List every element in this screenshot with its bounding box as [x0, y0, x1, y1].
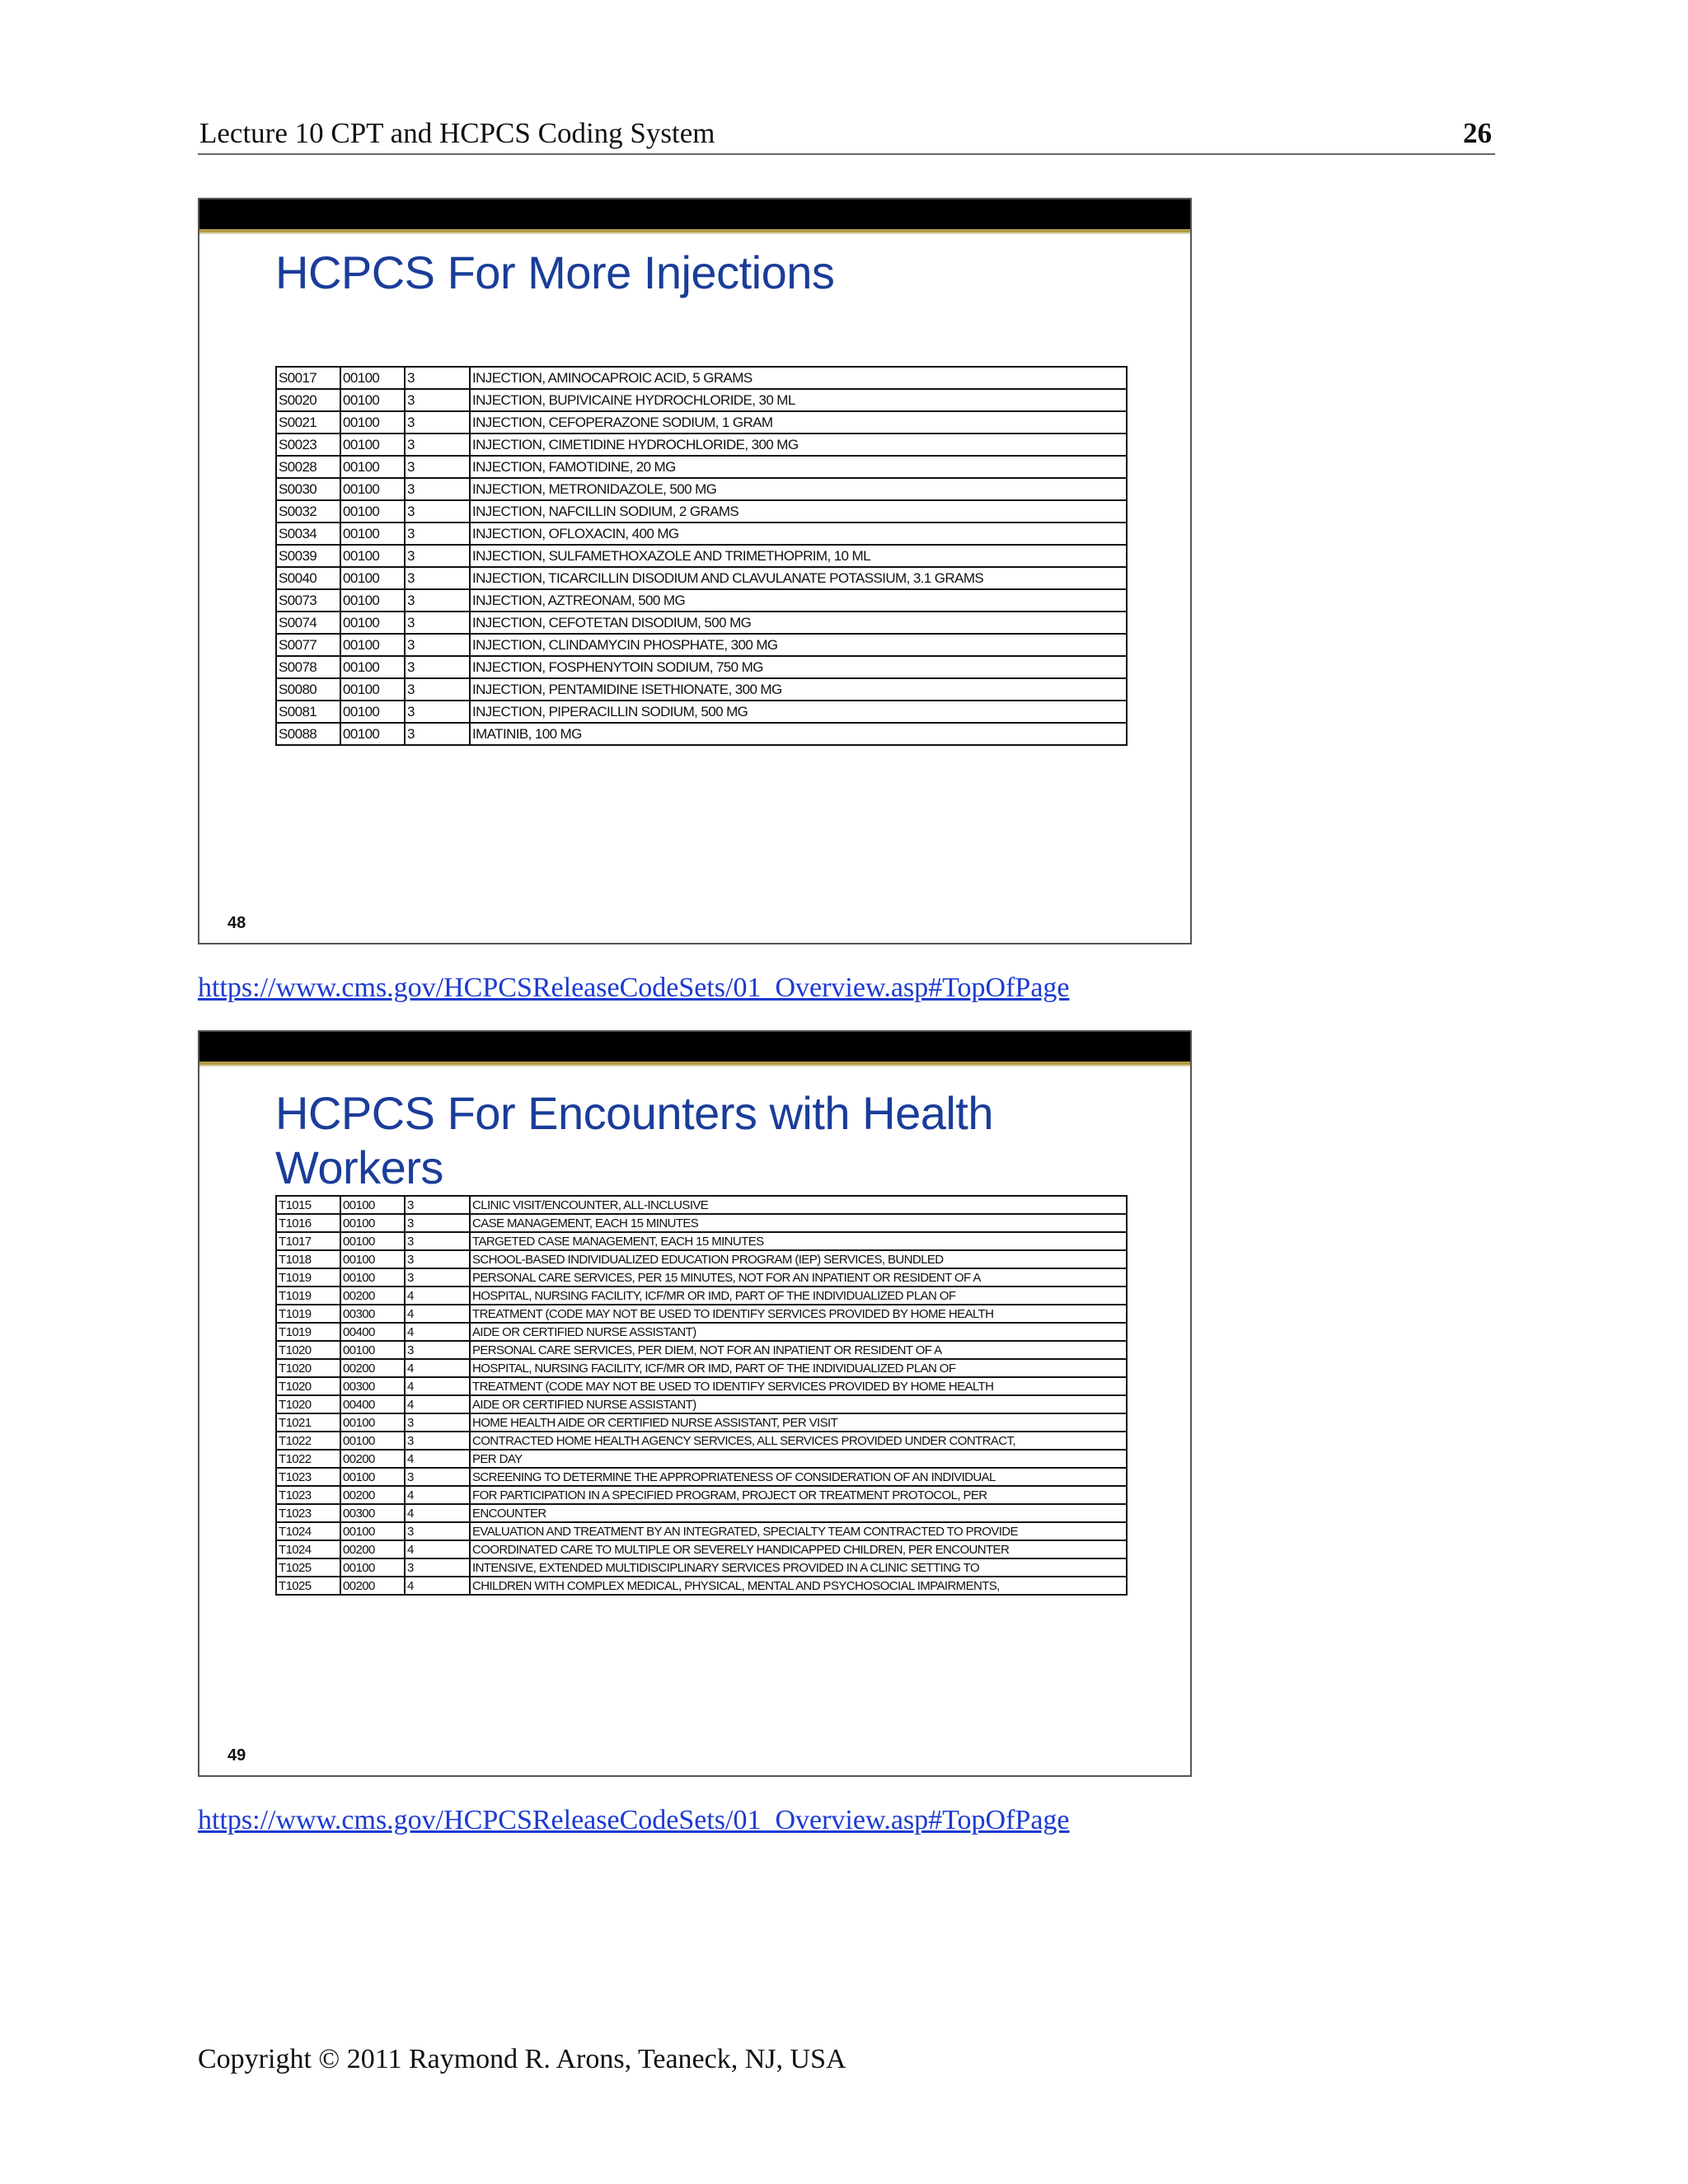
hcpcs-code-cell: S0080 [276, 678, 340, 701]
sequence-cell: 00100 [340, 367, 405, 389]
sequence-cell: 00100 [340, 500, 405, 523]
document-title: Lecture 10 CPT and HCPCS Coding System [199, 117, 715, 149]
description-cell: INJECTION, FOSPHENYTOIN SODIUM, 750 MG [470, 656, 1127, 678]
hcpcs-code-cell: S0028 [276, 456, 340, 478]
sequence-cell: 00100 [340, 567, 405, 589]
record-id-cell: 3 [405, 567, 470, 589]
page-number: 26 [1463, 117, 1492, 149]
hcpcs-code-cell: T1017 [276, 1232, 340, 1250]
description-cell: IMATINIB, 100 MG [470, 723, 1127, 745]
hcpcs-code-cell: T1019 [276, 1323, 340, 1341]
table-row [276, 1413, 1127, 1432]
record-id-cell: 4 [405, 1540, 470, 1558]
sequence-cell: 00100 [340, 456, 405, 478]
record-id-cell: 4 [405, 1504, 470, 1522]
slide-49 [198, 1030, 1192, 1777]
slide-48 [198, 198, 1192, 944]
description-cell: CHILDREN WITH COMPLEX MEDICAL, PHYSICAL, MENTAL AND PSYCHOSOCIAL IMPAIRMENTS, [470, 1577, 1127, 1595]
description-cell: PERSONAL CARE SERVICES, PER 15 MINUTES, NOT FOR AN INPATIENT OR RESIDENT OF A [470, 1268, 1127, 1286]
hcpcs-code-cell: S0073 [276, 589, 340, 612]
table-row [276, 1540, 1127, 1558]
description-cell: INJECTION, OFLOXACIN, 400 MG [470, 523, 1127, 545]
description-cell: SCREENING TO DETERMINE THE APPROPRIATENESS OF CONSIDERATION OF AN INDIVIDUAL [470, 1468, 1127, 1486]
table-row [276, 1558, 1127, 1577]
sequence-cell: 00200 [340, 1486, 405, 1504]
hcpcs-code-cell: S0034 [276, 523, 340, 545]
record-id-cell: 4 [405, 1377, 470, 1395]
description-cell: PERSONAL CARE SERVICES, PER DIEM, NOT FOR AN INPATIENT OR RESIDENT OF A [470, 1341, 1127, 1359]
table-row [276, 1522, 1127, 1540]
slide-number: 49 [227, 1746, 246, 1765]
sequence-cell: 00200 [340, 1286, 405, 1305]
description-cell: INJECTION, NAFCILLIN SODIUM, 2 GRAMS [470, 500, 1127, 523]
cms-source-link[interactable]: https://www.cms.gov/HCPCSReleaseCodeSets/01_Overview.asp#TopOfPage [198, 972, 1070, 1003]
description-cell: ENCOUNTER [470, 1504, 1127, 1522]
hcpcs-code-cell: S0088 [276, 723, 340, 745]
description-cell: INJECTION, AMINOCAPROIC ACID, 5 GRAMS [470, 367, 1127, 389]
hcpcs-code-cell: T1020 [276, 1359, 340, 1377]
record-id-cell: 3 [405, 656, 470, 678]
description-cell: CONTRACTED HOME HEALTH AGENCY SERVICES, ALL SERVICES PROVIDED UNDER CONTRACT, [470, 1432, 1127, 1450]
record-id-cell: 3 [405, 1232, 470, 1250]
sequence-cell: 00200 [340, 1577, 405, 1595]
hcpcs-code-cell: T1023 [276, 1468, 340, 1486]
sequence-cell: 00100 [340, 634, 405, 656]
sequence-cell: 00100 [340, 1268, 405, 1286]
table-row [276, 1268, 1127, 1286]
sequence-cell: 00100 [340, 1432, 405, 1450]
sequence-cell: 00100 [340, 612, 405, 634]
description-cell: HOSPITAL, NURSING FACILITY, ICF/MR OR IMD, PART OF THE INDIVIDUALIZED PLAN OF [470, 1286, 1127, 1305]
table-row [276, 1395, 1127, 1413]
record-id-cell: 3 [405, 678, 470, 701]
slide-title-line: HCPCS For Encounters with Health [275, 1087, 994, 1139]
table-row [276, 1341, 1127, 1359]
table-row [276, 1450, 1127, 1468]
table-row [276, 723, 1127, 745]
table-row [276, 478, 1127, 500]
hcpcs-code-cell: S0078 [276, 656, 340, 678]
table-row [276, 1504, 1127, 1522]
record-id-cell: 3 [405, 367, 470, 389]
description-cell: CASE MANAGEMENT, EACH 15 MINUTES [470, 1214, 1127, 1232]
sequence-cell: 00400 [340, 1395, 405, 1413]
hcpcs-code-cell: T1019 [276, 1286, 340, 1305]
description-cell: TREATMENT (CODE MAY NOT BE USED TO IDENTIFY SERVICES PROVIDED BY HOME HEALTH [470, 1377, 1127, 1395]
sequence-cell: 00300 [340, 1377, 405, 1395]
slide-top-bar [199, 1032, 1190, 1062]
table-row [276, 434, 1127, 456]
description-cell: AIDE OR CERTIFIED NURSE ASSISTANT) [470, 1323, 1127, 1341]
hcpcs-code-cell: S0040 [276, 567, 340, 589]
hcpcs-code-cell: S0020 [276, 389, 340, 411]
description-cell: CLINIC VISIT/ENCOUNTER, ALL-INCLUSIVE [470, 1196, 1127, 1214]
sequence-cell: 00100 [340, 1558, 405, 1577]
table-row [276, 545, 1127, 567]
record-id-cell: 3 [405, 634, 470, 656]
record-id-cell: 4 [405, 1359, 470, 1377]
hcpcs-code-cell: T1023 [276, 1486, 340, 1504]
sequence-cell: 00100 [340, 389, 405, 411]
hcpcs-code-cell: S0032 [276, 500, 340, 523]
record-id-cell: 3 [405, 389, 470, 411]
hcpcs-code-cell: T1020 [276, 1341, 340, 1359]
record-id-cell: 4 [405, 1577, 470, 1595]
description-cell: INJECTION, METRONIDAZOLE, 500 MG [470, 478, 1127, 500]
description-cell: FOR PARTICIPATION IN A SPECIFIED PROGRAM, PROJECT OR TREATMENT PROTOCOL, PER [470, 1486, 1127, 1504]
description-cell: INJECTION, CEFOTETAN DISODIUM, 500 MG [470, 612, 1127, 634]
hcpcs-code-table [275, 1195, 1128, 1596]
description-cell: PER DAY [470, 1450, 1127, 1468]
record-id-cell: 3 [405, 612, 470, 634]
slide-accent-subline [199, 232, 1190, 234]
hcpcs-code-cell: T1022 [276, 1432, 340, 1450]
sequence-cell: 00100 [340, 1196, 405, 1214]
page-header [198, 117, 1495, 155]
hcpcs-code-cell: T1020 [276, 1377, 340, 1395]
slide-accent-subline [199, 1065, 1190, 1066]
table-row [276, 589, 1127, 612]
record-id-cell: 3 [405, 434, 470, 456]
record-id-cell: 4 [405, 1305, 470, 1323]
sequence-cell: 00300 [340, 1305, 405, 1323]
record-id-cell: 3 [405, 1196, 470, 1214]
record-id-cell: 3 [405, 1413, 470, 1432]
record-id-cell: 3 [405, 1341, 470, 1359]
sequence-cell: 00100 [340, 589, 405, 612]
description-cell: INJECTION, BUPIVICAINE HYDROCHLORIDE, 30 ML [470, 389, 1127, 411]
table-row [276, 1196, 1127, 1214]
record-id-cell: 3 [405, 1432, 470, 1450]
hcpcs-code-cell: T1018 [276, 1250, 340, 1268]
sequence-cell: 00300 [340, 1504, 405, 1522]
sequence-cell: 00100 [340, 411, 405, 434]
table-row [276, 612, 1127, 634]
table-row [276, 411, 1127, 434]
sequence-cell: 00200 [340, 1540, 405, 1558]
slide-title-line: Workers [275, 1141, 443, 1193]
slide-title [275, 246, 834, 300]
record-id-cell: 4 [405, 1286, 470, 1305]
record-id-cell: 3 [405, 1268, 470, 1286]
description-cell: EVALUATION AND TREATMENT BY AN INTEGRATED, SPECIALTY TEAM CONTRACTED TO PROVIDE [470, 1522, 1127, 1540]
table-row [276, 1305, 1127, 1323]
record-id-cell: 3 [405, 500, 470, 523]
table-row [276, 500, 1127, 523]
sequence-cell: 00100 [340, 1232, 405, 1250]
description-cell: SCHOOL-BASED INDIVIDUALIZED EDUCATION PROGRAM (IEP) SERVICES, BUNDLED [470, 1250, 1127, 1268]
description-cell: INJECTION, FAMOTIDINE, 20 MG [470, 456, 1127, 478]
table-row [276, 1486, 1127, 1504]
table-row [276, 523, 1127, 545]
sequence-cell: 00100 [340, 678, 405, 701]
table-row [276, 367, 1127, 389]
table-row [276, 389, 1127, 411]
description-cell: INJECTION, TICARCILLIN DISODIUM AND CLAVULANATE POTASSIUM, 3.1 GRAMS [470, 567, 1127, 589]
table-row [276, 1468, 1127, 1486]
description-cell: INTENSIVE, EXTENDED MULTIDISCIPLINARY SERVICES PROVIDED IN A CLINIC SETTING TO [470, 1558, 1127, 1577]
table-row [276, 1214, 1127, 1232]
hcpcs-code-cell: S0077 [276, 634, 340, 656]
description-cell: INJECTION, SULFAMETHOXAZOLE AND TRIMETHOPRIM, 10 ML [470, 545, 1127, 567]
record-id-cell: 3 [405, 545, 470, 567]
hcpcs-code-cell: T1024 [276, 1522, 340, 1540]
description-cell: INJECTION, CEFOPERAZONE SODIUM, 1 GRAM [470, 411, 1127, 434]
record-id-cell: 3 [405, 456, 470, 478]
table-row [276, 1232, 1127, 1250]
hcpcs-code-cell: T1019 [276, 1305, 340, 1323]
hcpcs-code-cell: T1022 [276, 1450, 340, 1468]
table-row [276, 1577, 1127, 1595]
record-id-cell: 3 [405, 1468, 470, 1486]
slide-top-bar [199, 199, 1190, 229]
table-row [276, 1432, 1127, 1450]
sequence-cell: 00100 [340, 478, 405, 500]
description-cell: INJECTION, AZTREONAM, 500 MG [470, 589, 1127, 612]
hcpcs-code-cell: T1024 [276, 1540, 340, 1558]
record-id-cell: 3 [405, 1214, 470, 1232]
hcpcs-code-cell: T1021 [276, 1413, 340, 1432]
hcpcs-code-cell: S0030 [276, 478, 340, 500]
record-id-cell: 3 [405, 478, 470, 500]
sequence-cell: 00100 [340, 701, 405, 723]
description-cell: AIDE OR CERTIFIED NURSE ASSISTANT) [470, 1395, 1127, 1413]
hcpcs-code-cell: S0039 [276, 545, 340, 567]
hcpcs-code-cell: T1019 [276, 1268, 340, 1286]
description-cell: INJECTION, PENTAMIDINE ISETHIONATE, 300 MG [470, 678, 1127, 701]
sequence-cell: 00100 [340, 723, 405, 745]
sequence-cell: 00200 [340, 1450, 405, 1468]
record-id-cell: 3 [405, 723, 470, 745]
table-row [276, 656, 1127, 678]
hcpcs-code-cell: T1020 [276, 1395, 340, 1413]
description-cell: INJECTION, PIPERACILLIN SODIUM, 500 MG [470, 701, 1127, 723]
record-id-cell: 3 [405, 701, 470, 723]
description-cell: HOME HEALTH AIDE OR CERTIFIED NURSE ASSISTANT, PER VISIT [470, 1413, 1127, 1432]
copyright-notice: Copyright © 2011 Raymond R. Arons, Teaneck, NJ, USA [198, 2044, 846, 2074]
hcpcs-code-cell: S0017 [276, 367, 340, 389]
sequence-cell: 00100 [340, 1468, 405, 1486]
description-cell: TARGETED CASE MANAGEMENT, EACH 15 MINUTES [470, 1232, 1127, 1250]
sequence-cell: 00100 [340, 1341, 405, 1359]
sequence-cell: 00100 [340, 434, 405, 456]
sequence-cell: 00100 [340, 1522, 405, 1540]
table-row [276, 1323, 1127, 1341]
record-id-cell: 3 [405, 1558, 470, 1577]
table-row [276, 567, 1127, 589]
hcpcs-code-table [275, 366, 1128, 746]
hcpcs-code-cell: S0021 [276, 411, 340, 434]
record-id-cell: 3 [405, 1522, 470, 1540]
record-id-cell: 3 [405, 589, 470, 612]
record-id-cell: 3 [405, 411, 470, 434]
record-id-cell: 3 [405, 1250, 470, 1268]
sequence-cell: 00400 [340, 1323, 405, 1341]
description-cell: INJECTION, CIMETIDINE HYDROCHLORIDE, 300 MG [470, 434, 1127, 456]
table-row [276, 678, 1127, 701]
hcpcs-code-cell: T1015 [276, 1196, 340, 1214]
record-id-cell: 4 [405, 1323, 470, 1341]
hcpcs-code-cell: T1025 [276, 1577, 340, 1595]
record-id-cell: 4 [405, 1395, 470, 1413]
record-id-cell: 3 [405, 523, 470, 545]
sequence-cell: 00100 [340, 1214, 405, 1232]
cms-source-link[interactable]: https://www.cms.gov/HCPCSReleaseCodeSets/01_Overview.asp#TopOfPage [198, 1805, 1070, 1835]
slide-number: 48 [227, 914, 246, 932]
hcpcs-code-cell: S0023 [276, 434, 340, 456]
sequence-cell: 00100 [340, 545, 405, 567]
description-cell: COORDINATED CARE TO MULTIPLE OR SEVERELY HANDICAPPED CHILDREN, PER ENCOUNTER [470, 1540, 1127, 1558]
sequence-cell: 00100 [340, 523, 405, 545]
description-cell: HOSPITAL, NURSING FACILITY, ICF/MR OR IMD, PART OF THE INDIVIDUALIZED PLAN OF [470, 1359, 1127, 1377]
slide-title [275, 1086, 993, 1195]
table-row [276, 634, 1127, 656]
record-id-cell: 4 [405, 1486, 470, 1504]
sequence-cell: 00100 [340, 656, 405, 678]
table-row [276, 1286, 1127, 1305]
sequence-cell: 00200 [340, 1359, 405, 1377]
hcpcs-code-cell: T1023 [276, 1504, 340, 1522]
description-cell: INJECTION, CLINDAMYCIN PHOSPHATE, 300 MG [470, 634, 1127, 656]
table-row [276, 1250, 1127, 1268]
description-cell: TREATMENT (CODE MAY NOT BE USED TO IDENTIFY SERVICES PROVIDED BY HOME HEALTH [470, 1305, 1127, 1323]
hcpcs-code-cell: S0081 [276, 701, 340, 723]
table-row [276, 1359, 1127, 1377]
slide-title-line: HCPCS For More Injections [275, 246, 835, 298]
sequence-cell: 00100 [340, 1413, 405, 1432]
table-row [276, 1377, 1127, 1395]
record-id-cell: 4 [405, 1450, 470, 1468]
hcpcs-code-cell: T1016 [276, 1214, 340, 1232]
sequence-cell: 00100 [340, 1250, 405, 1268]
table-row [276, 456, 1127, 478]
hcpcs-code-cell: S0074 [276, 612, 340, 634]
table-row [276, 701, 1127, 723]
hcpcs-code-cell: T1025 [276, 1558, 340, 1577]
